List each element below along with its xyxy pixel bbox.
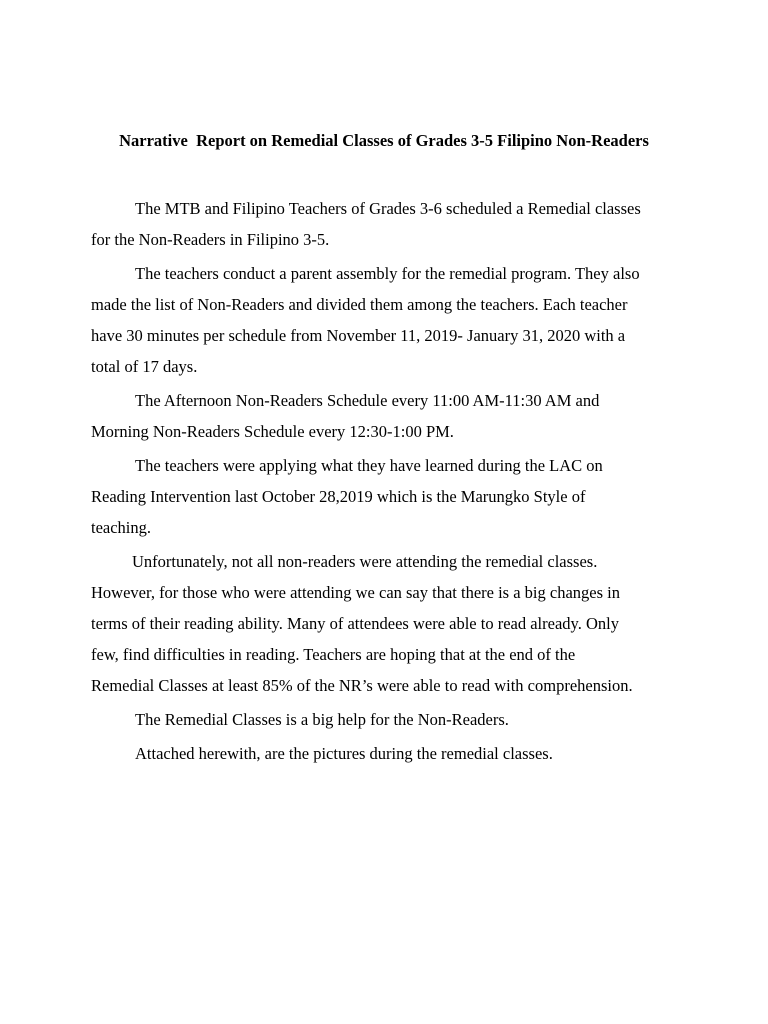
document-title: Narrative Report on Remedial Classes of Grades 3-5 Filipino Non-Readers: [119, 131, 649, 150]
paragraph-parent-assembly: The teachers conduct a parent assembly for the remedial program. They also made the list of Non-Readers and divided them among the teachers. Each teacher have 30 minutes per schedule from November 11, 2019- January 31, 2020 with a total of 17 days.: [91, 264, 640, 376]
paragraph-attachments: Attached herewith, are the pictures during the remedial classes.: [135, 744, 553, 763]
document-body: [91, 193, 691, 772]
paragraph-lac-intervention: The teachers were applying what they have learned during the LAC on Reading Intervention last October 28,2019 which is the Marungko Style of teaching.: [91, 456, 603, 537]
paragraph-attendance-results: Unfortunately, not all non-readers were attending the remedial classes. However, for those who were attending we can say that there is a big changes in terms of their reading ability. Many of attendees were able to read already. Only few, find difficulties in reading. Teachers are hoping that at the end of the Remedial Classes at least 85% of the NR’s were able to read with comprehension.: [91, 552, 633, 695]
paragraph-class-times: The Afternoon Non-Readers Schedule every 11:00 AM-11:30 AM and Morning Non-Readers Schedule every 12:30-1:00 PM.: [91, 391, 600, 441]
paragraph-big-help: The Remedial Classes is a big help for the Non-Readers.: [135, 710, 509, 729]
paragraph-remedial-schedule-intro: The MTB and Filipino Teachers of Grades 3-6 scheduled a Remedial classes for the Non-Readers in Filipino 3-5.: [91, 199, 641, 249]
